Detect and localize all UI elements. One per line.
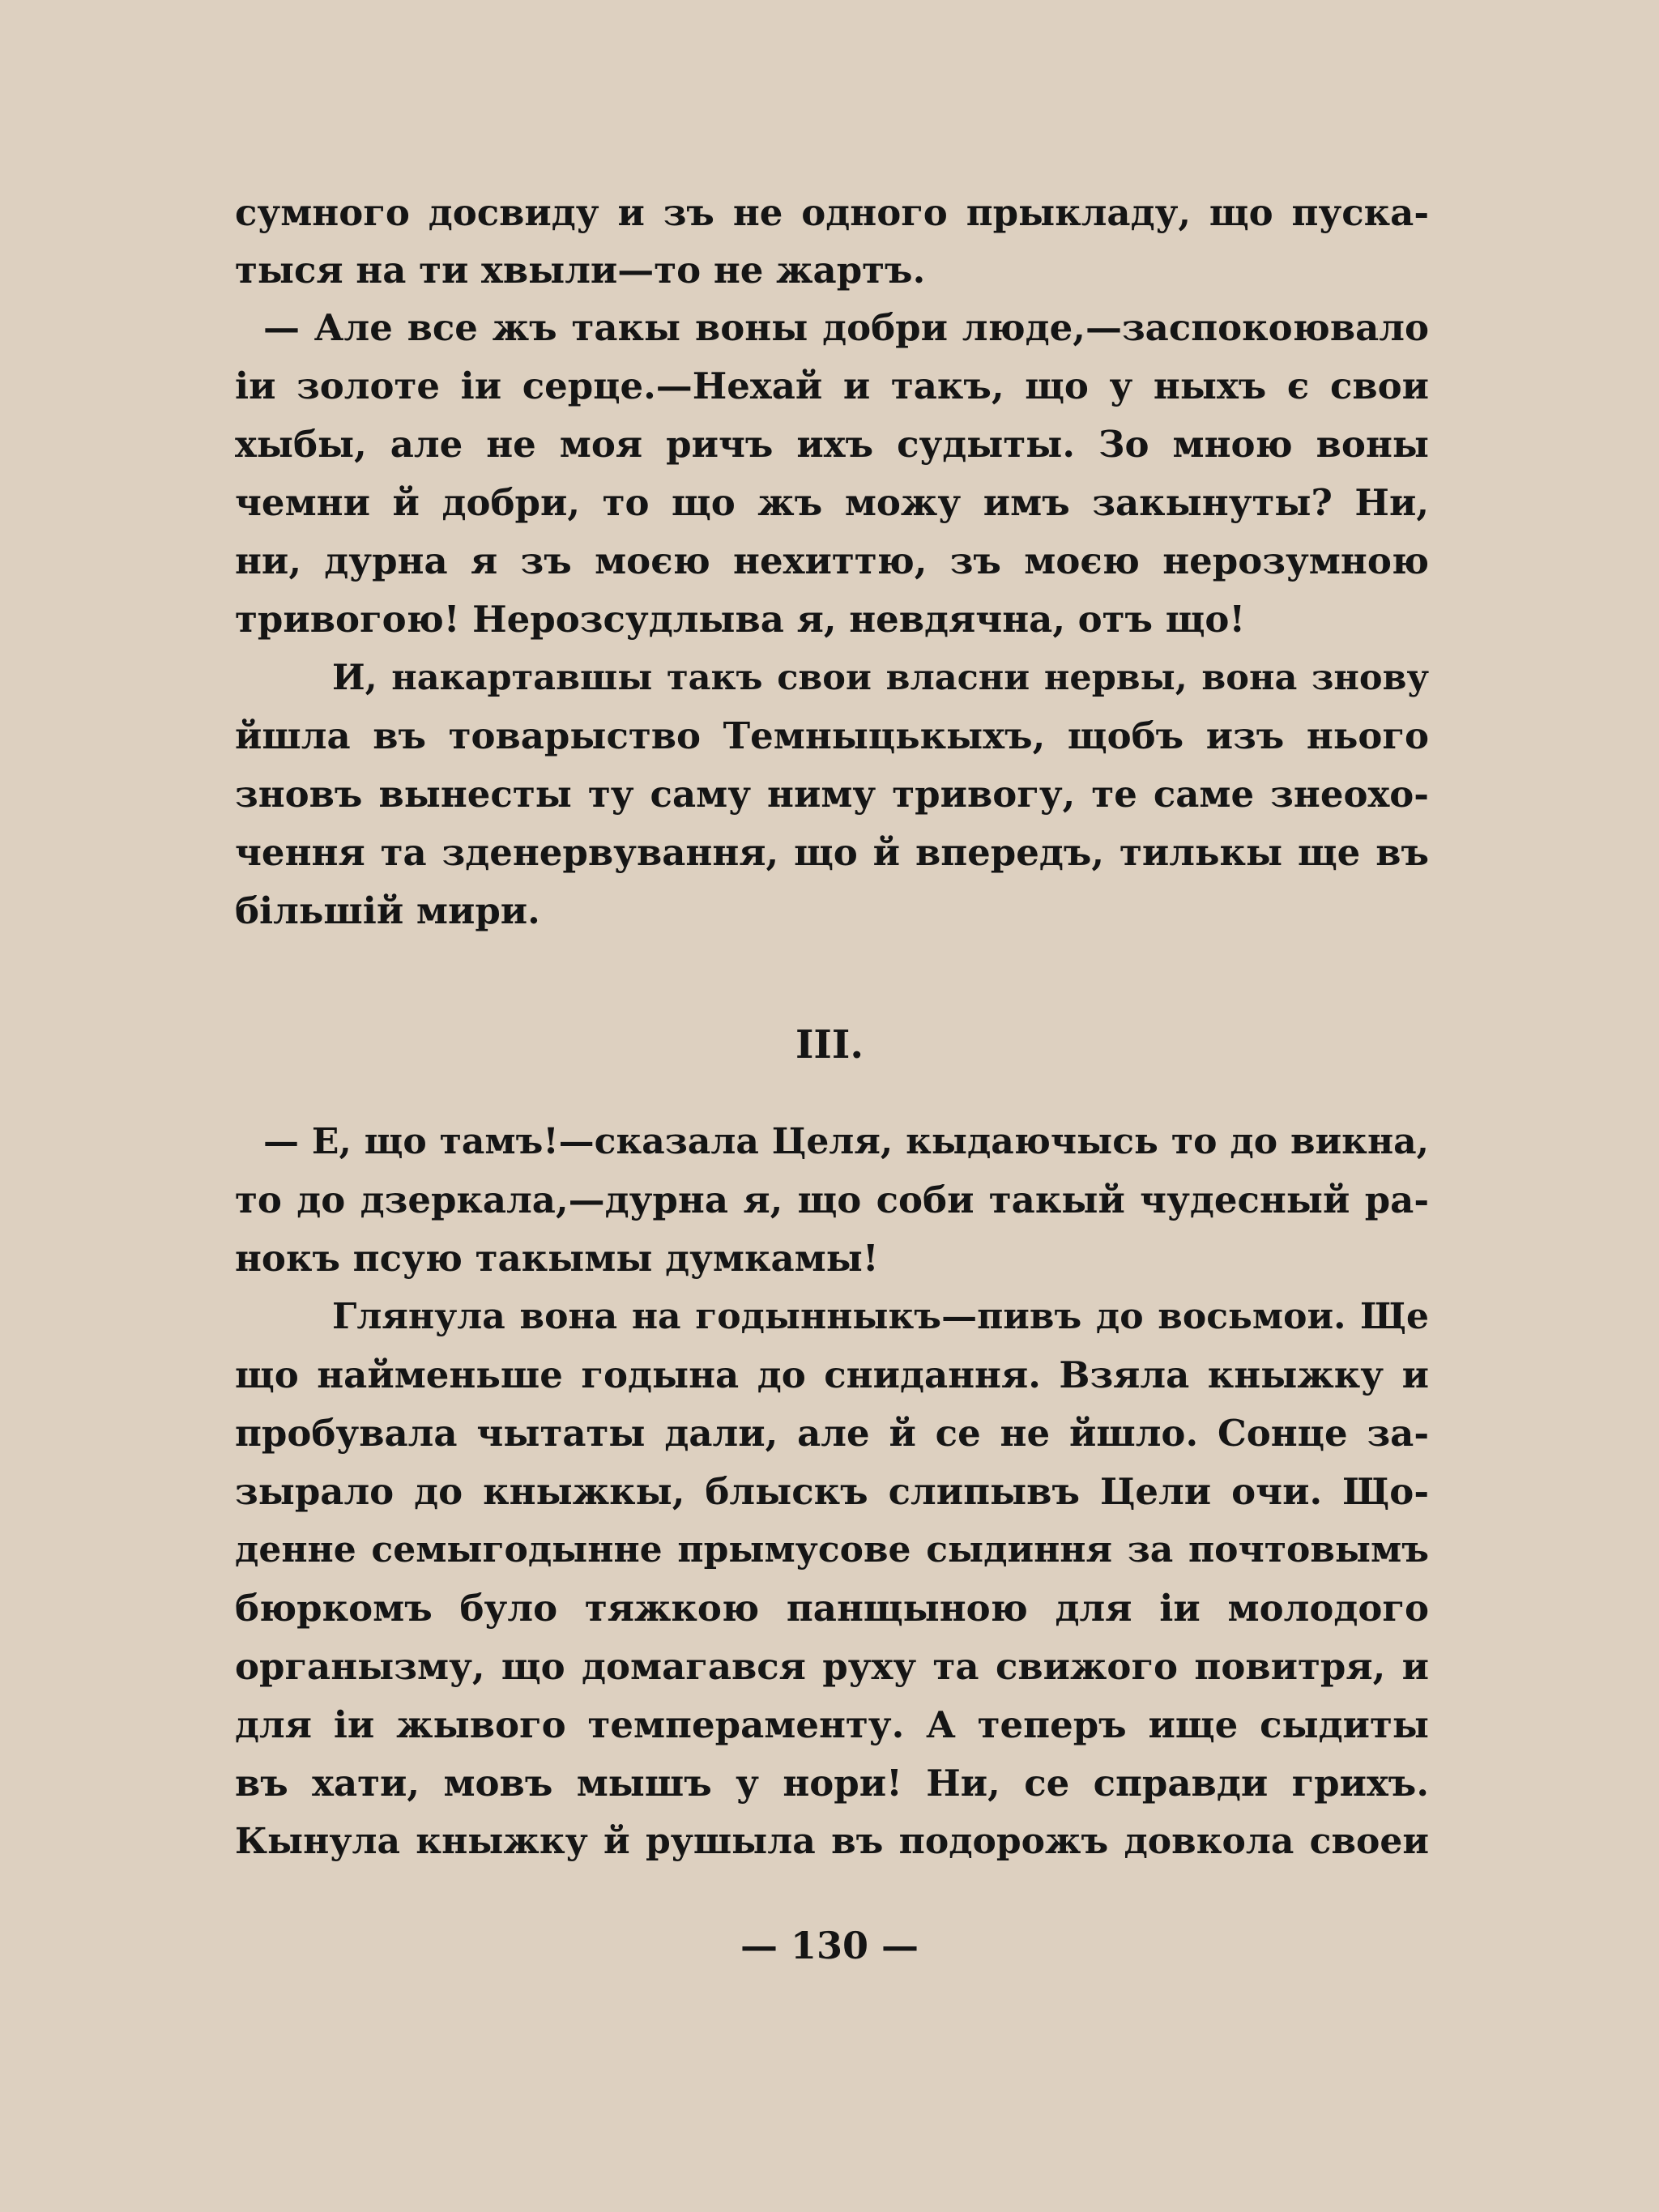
text-line: чення та зденервування, що й впередъ, тилькы ще въ [235,831,1429,874]
text-line: більшій мири. [235,889,540,932]
text-line: що найменьше годына до снидання. Взяла кныжку и [235,1353,1429,1396]
text-line: іи золоте іи серце.—Нехай и такъ, що у ныхъ є свои [235,364,1429,407]
text-line: нокъ псую такымы думкамы! [235,1237,879,1280]
text-line: И, накартавшы такъ свои власни нервы, вона знову [332,658,1429,698]
text-line: органызму, що домагався руху та свижого повитря, и [235,1645,1429,1688]
text-line: — Але все жъ такы воны добри люде,—заспокоювало [263,306,1429,349]
text-line: ни, дурна я зъ моєю нехиттю, зъ моєю нерозумною [235,539,1429,582]
text-line: Кынула кныжку й рушыла въ подорожъ довкола своеи [235,1821,1429,1862]
text-line: бюркомъ було тяжкою панщыною для іи молодого [235,1587,1429,1630]
text-line: въ хати, мовъ мышъ у нори! Ни, се справди грихъ. [235,1762,1429,1805]
text-line: — Е, що тамъ!—сказала Целя, кыдаючысь то до викна, [263,1121,1429,1162]
text-line: то до дзеркала,—дурна я, що соби такый чудесный ра- [235,1178,1429,1221]
text-line: чемни й добри, то що жъ можу имъ закынуты? Ни, [235,481,1429,524]
text-line: тыся на ти хвыли—то не жартъ. [235,249,926,292]
text-line: пробувала чытаты дали, але й се не йшло. Сонце за- [235,1412,1429,1455]
text-line: Глянула вона на годынныкъ—пивъ до восьмои. Ще [332,1296,1429,1337]
text-line: для іи жывого темпераменту. А теперъ ище сыдиты [235,1703,1429,1746]
page-number: — 130 — [740,1924,919,1967]
text-line: денне семыгодынне прымусове сыдиння за почтовымъ [235,1529,1429,1571]
text-line: тривогою! Нерозсудлыва я, невдячна, отъ що! [235,598,1246,641]
text-line: зновъ вынесты ту саму ниму тривогу, те саме знеохо- [235,773,1429,816]
chapter-heading: III. [795,1022,864,1068]
text-line: хыбы, але не моя ричъ ихъ судыты. Зо мною воны [235,423,1429,466]
text-line: зырало до кныжкы, блыскъ слипывъ Цели очи. Що- [235,1470,1429,1513]
text-line: сумного досвиду и зъ не одного прыкладу, що пуска- [235,191,1429,234]
text-line: йшла въ товарыство Темныцькыхъ, щобъ изъ нього [235,714,1429,757]
